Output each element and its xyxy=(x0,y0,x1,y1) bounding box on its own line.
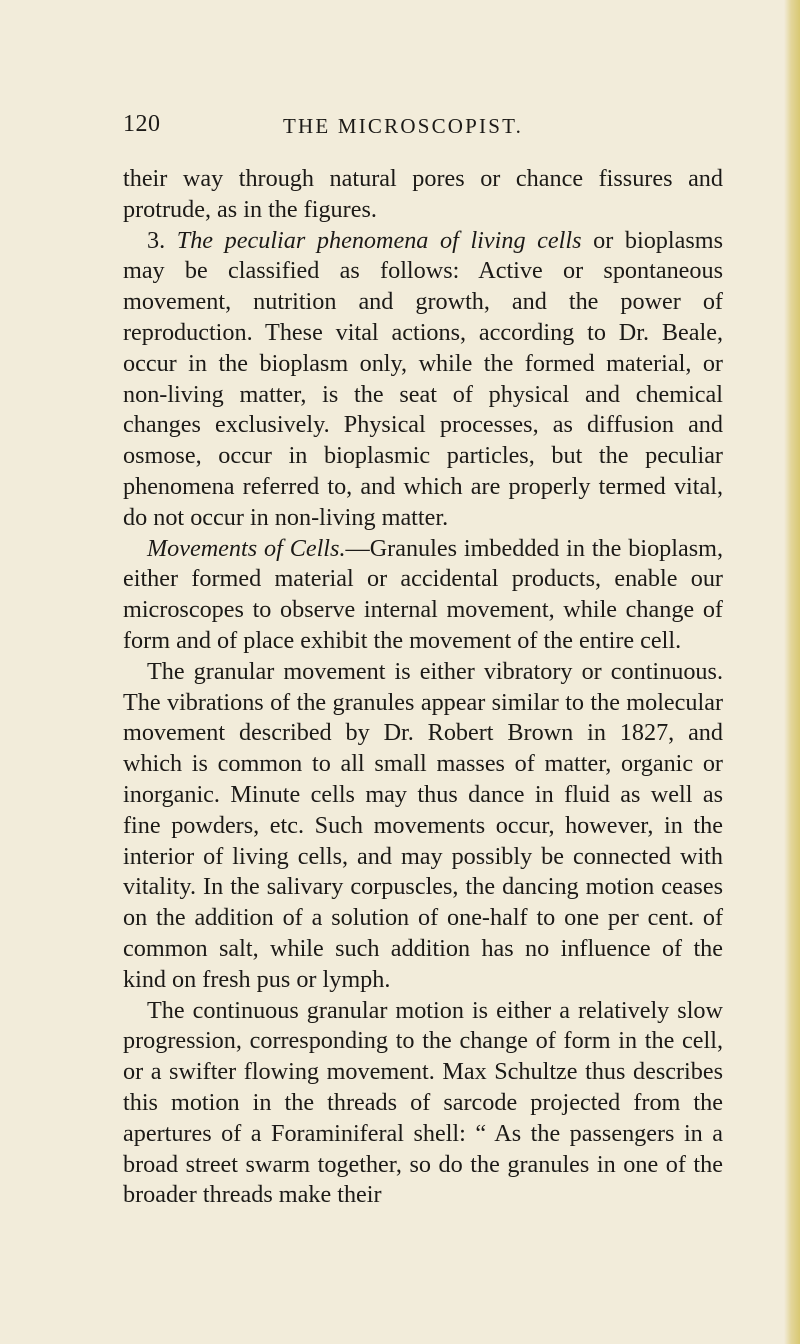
book-page xyxy=(123,108,723,1211)
section-number: 3. xyxy=(147,226,177,254)
italic-heading: The peculiar phenomena of living cells xyxy=(176,226,582,254)
paragraph-granular-movement xyxy=(123,657,723,996)
paragraph-text: their way through natural pores or chance fissures and protrude, as in the figures. xyxy=(123,165,723,223)
paragraph-text: The granular movement is either vibratory or continuous. The vibrations of the granules appear similar to the molecular movement described by Dr. Robert Brown in 1827, and which is common to all small masses of matter, organic or inorganic. Minute cells may thus dance in fluid as well as fine powders, etc. Such movements occur, however, in the interior of living cells, and may possibly be connected with vitality. In the salivary corpuscles, the dancing motion ceases on the addition of a solution of one-half to one per cent. of common salt, while such addition has no influence of the kind on fresh pus or lymph. xyxy=(123,657,723,993)
body-text xyxy=(123,164,723,1211)
paragraph-continuous-motion xyxy=(123,996,723,1212)
paragraph-vital-phenomena xyxy=(123,226,723,534)
running-head: THE MICROSCOPIST. xyxy=(283,114,524,138)
paragraph-text: or bioplasms may be classified as follows: Active or spontaneous movement, nutrition and growth, and the power of reproduction. These vital actions, according to Dr. Beale, occur in the bioplasm only, while the formed material, or non-living matter, is the seat of physical and chemical changes exclusively. Physical processes, as diffusion and osmose, occur in bioplasmic particles, but the peculiar phenomena referred to, and which are properly termed vital, do not occur in non-living matter. xyxy=(123,226,723,531)
paragraph-continuation xyxy=(123,164,723,226)
paragraph-movements-of-cells xyxy=(123,534,723,657)
paragraph-text: The continuous granular motion is either a relatively slow progression, corresponding to the change of form in the cell, or a swifter flowing movement. Max Schultze thus describes this motion in the threads of sarcode projected from the apertures of a Foraminiferal shell: “ As the passengers in a broad street swarm together, so do the granules in one of the broader threads make their xyxy=(123,996,723,1209)
page-number: 120 xyxy=(123,111,161,137)
italic-heading: Movements of Cells. xyxy=(147,534,346,562)
paragraph-text: —Granules imbedded in the bioplasm, either formed material or accidental products, enable our microscopes to observe internal movement, while change of form and of place exhibit the movement of the entire cell. xyxy=(123,534,723,654)
page-edge xyxy=(784,0,800,1344)
page-header xyxy=(123,108,723,148)
